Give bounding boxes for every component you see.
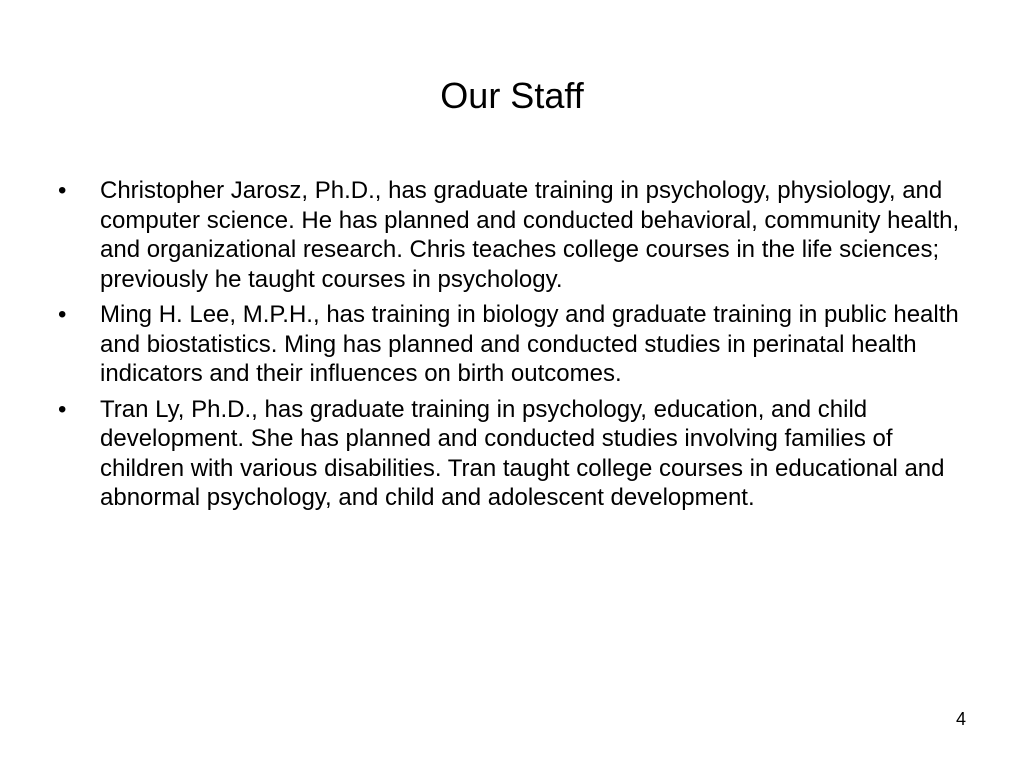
- staff-bio-text: Christopher Jarosz, Ph.D., has graduate training in psychology, physiology, and computer science. He has planned and conducted behavioral, community health, and organizational research. Chris teaches college courses in the life sciences; previously he taught courses in psychology.: [100, 177, 960, 293]
- bullet-icon: •: [58, 177, 67, 204]
- staff-bio-item: [58, 300, 964, 389]
- slide-title: Our Staff: [440, 75, 584, 116]
- staff-bio-item: [58, 176, 964, 294]
- staff-bio-text: Ming H. Lee, M.P.H., has training in biology and graduate training in public health and biostatistics. Ming has planned and conducted studies in perinatal health indicators and their influences on birth outcomes.: [100, 301, 959, 387]
- staff-bio-text: Tran Ly, Ph.D., has graduate training in psychology, education, and child development. She has planned and conducted studies involving families of children with various disabilities. Tran taught college courses in educational and abnormal psychology, and child and adolescent development.: [100, 395, 945, 511]
- staff-bullet-list: [58, 176, 964, 519]
- bullet-icon: •: [58, 395, 67, 423]
- staff-bio-item: [58, 395, 964, 513]
- page-number: 4: [955, 709, 966, 729]
- bullet-icon: •: [58, 301, 67, 328]
